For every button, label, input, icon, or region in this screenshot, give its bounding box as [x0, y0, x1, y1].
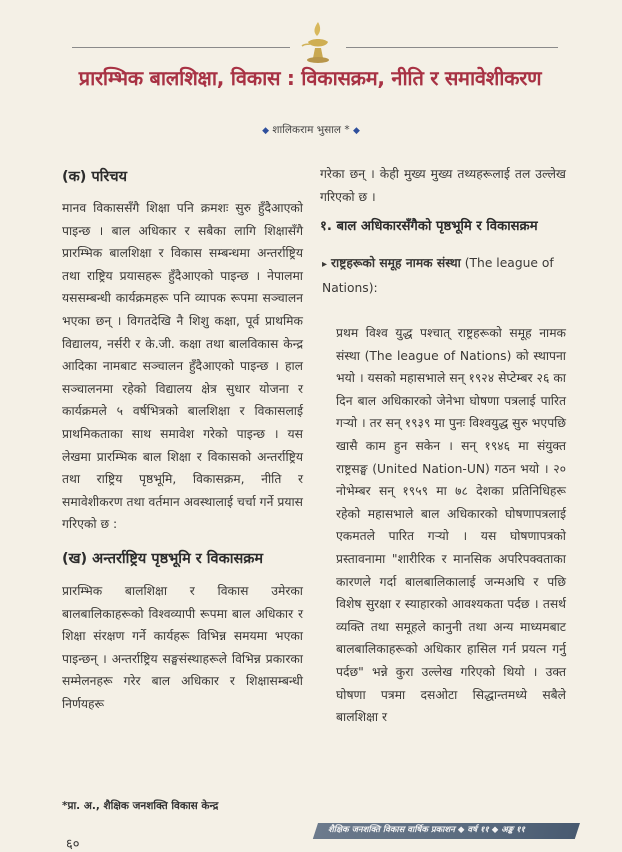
- author-line: [0, 123, 622, 137]
- article-title: प्रारम्भिक बालशिक्षा, विकास : विकासक्रम, नीति र समावेशीकरण: [78, 66, 542, 90]
- diamond-icon: ◆: [353, 126, 360, 136]
- author-footnote: *प्रा. अ., शैक्षिक जनशक्ति विकास केन्द्र: [62, 800, 219, 812]
- bullet-item: [322, 252, 566, 299]
- header-rule-right: [346, 47, 558, 48]
- section-paragraph-kha: प्रारम्भिक बालशिक्षा र विकास उमेरका बालबालिकाहरूको विश्वव्यापी रूपमा बाल अधिकार र शिक्षा संरक्षण गर्ने कार्यहरू विभिन्न समयमा भएका पाइन्छन् । अन्तर्राष्ट्रिय सङ्घसंस्थाहरूले विभिन्न प्रकारका सम्मेलनहरू गरेर बाल अधिकार र शिक्षासम्बन्धी निर्णयहरू: [62, 584, 303, 711]
- bullet-arrow-icon: ▸: [322, 259, 328, 270]
- right-paragraph: प्रथम विश्व युद्ध पश्चात् राष्ट्रहरूको समूह नामक संस्था (The league of Nations) को स्थापना भयो । यसको महासभाले सन् १९२४ सेप्टेम्बर २६ का दिन बाल अधिकारको जेनेभा घोषणा पत्रलाई पारित गऱ्यो । तर सन् १९३९ मा पुनः विश्वयुद्ध सुरु भएपछि खासै काम हुन सकेन । सन् १९४६ मा संयुक्त राष्ट्रसङ्घ (United Nation-UN) गठन भयो । २० नोभेम्बर सन् १९५९ मा ७८ देशका प्रतिनिधिहरू रहेको महासभाले बाल अधिकारको घोषणापत्रलाई एकमतले पारित गऱ्यो । यस घोषणापत्रको प्रस्तावनामा "शारीरिक र मानसिक अपरिपक्वताका कारणले गर्दा बालबालिकालाई जन्मअघि र पछि विशेष सुरक्षा र स्याहारको आवश्यकता पर्दछ । तसर्थ व्यक्ति तथा समूहले कानुनी तथा अन्य माध्यमबाट बालबालिकाहरूको अधिकार हासिल गर्न प्रयत्न गर्नु पर्दछ" भन्ने कुरा उल्लेख गरिएको थियो । उक्त घोषणा पत्रमा दसओटा सिद्धान्तमध्ये सबैले बालशिक्षा र: [336, 326, 566, 725]
- right-intro-paragraph: गरेका छन् । केही मुख्य मुख्य तथ्यहरूलाई तल उल्लेख गरिएको छ ।: [320, 167, 566, 204]
- author-name: शालिकराम भुसाल *: [272, 124, 350, 136]
- section-heading-ka: (क) परिचय: [62, 169, 127, 185]
- section-paragraph-ka: मानव विकाससँगै शिक्षा पनि क्रमशः सुरु हुँदैआएको पाइन्छ । बाल अधिकार र सबैका लागि शिक्षासँगै प्रारम्भिक बालशिक्षा र विकास सम्बन्धमा अन्तर्राष्ट्रिय तथा राष्ट्रिय प्रयासहरू हुँदैआएको पाइन्छ । नेपालमा यससम्बन्धी कार्यक्रमहरू पनि व्यापक रूपमा सञ्चालन भएका छन् । विगतदेखि नै शिशु कक्षा, पूर्व प्राथमिक विद्यालय, नर्सरी र के.जी. कक्षा तथा बालविकास केन्द्र आदिका नामबाट सञ्चालन हुँदैआएको पाइन्छ । हाल सञ्चालनमा रहेको विद्यालय क्षेत्र सुधार योजना र कार्यक्रमले ५ वर्षभित्रको बालशिक्षा र विकासलाई प्राथमिकताका साथ समावेश गरेको पाइन्छ । यस लेखमा प्रारम्भिक बाल शिक्षा र विकासको अन्तर्राष्ट्रिय तथा राष्ट्रिय पृष्ठभूमि, विकासक्रम, नीति र समावेशीकरण तथा वर्तमान अवस्थालाई चर्चा गर्ने प्रयास गरिएको छ :: [62, 201, 303, 532]
- subsection-heading: १. बाल अधिकारसँगैको पृष्ठभूमि र विकासक्रम: [320, 219, 538, 234]
- section-heading-kha: (ख) अन्तर्राष्ट्रिय पृष्ठभूमि र विकासक्रम: [62, 551, 264, 567]
- page-number: ६०: [66, 837, 80, 852]
- bullet-title-english: (The league of Nations):: [322, 256, 554, 295]
- diamond-icon: ◆: [262, 126, 269, 136]
- header-rule-left: [72, 47, 290, 48]
- lamp-ornament-icon: [296, 18, 340, 64]
- journal-footer-text: शैक्षिक जनशक्ति विकास वार्षिक प्रकाशन ◆ वर्ष ११ ◆ अङ्क ११: [328, 825, 525, 835]
- bullet-title: राष्ट्रहरूको समूह नामक संस्था: [330, 256, 461, 270]
